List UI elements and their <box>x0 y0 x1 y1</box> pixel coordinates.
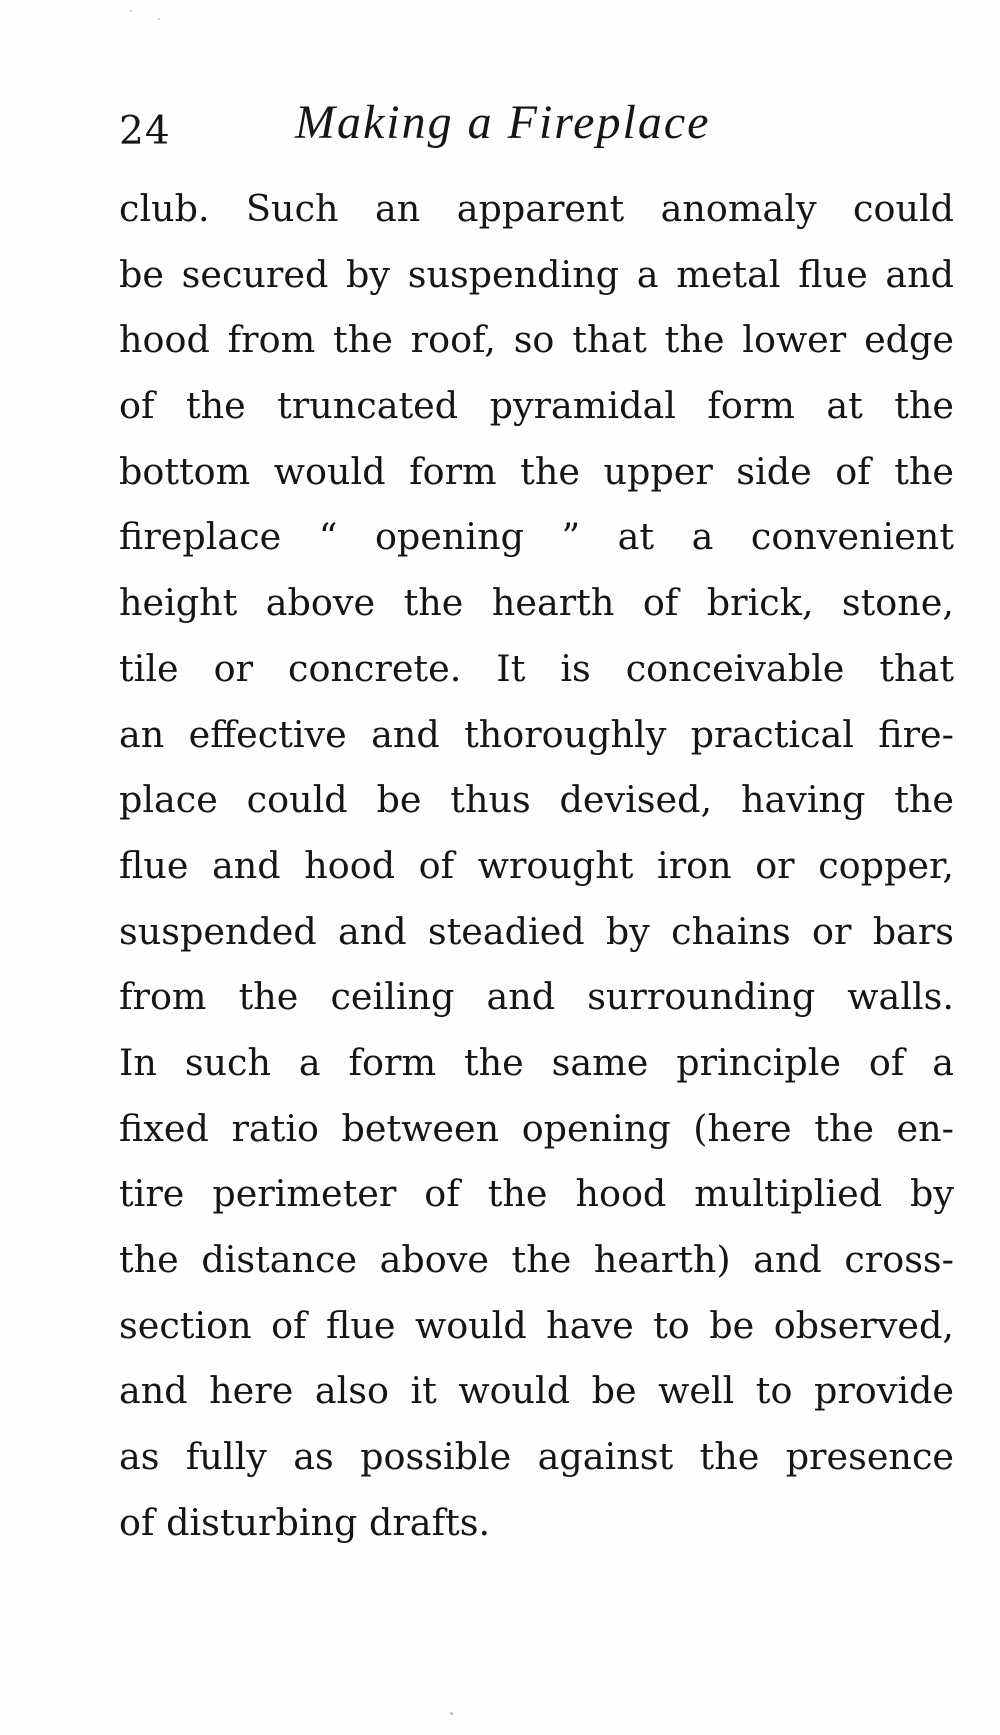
text-line: fireplace “ opening ” at a convenient <box>119 515 954 559</box>
text-line: section of flue would have to be observed, <box>119 1303 954 1347</box>
text-line: and here also it would be well to provide <box>119 1369 954 1413</box>
text-line: as fully as possible against the presence <box>119 1435 954 1479</box>
text-line: height above the hearth of brick, stone, <box>119 581 954 625</box>
text-line: place could be thus devised, having the <box>119 778 954 822</box>
text-line: from the ceiling and surrounding walls. <box>119 975 954 1019</box>
page-number: 24 <box>119 109 171 154</box>
paper-speck <box>450 1712 453 1715</box>
text-line: bottom would form the upper side of the <box>119 449 954 493</box>
text-line: suspended and steadied by chains or bars <box>119 909 954 953</box>
running-head <box>119 95 959 165</box>
running-title: Making a Fireplace <box>295 96 711 149</box>
text-line: In such a form the same principle of a <box>119 1040 954 1084</box>
paper-speck <box>130 10 132 12</box>
text-line: flue and hood of wrought iron or copper, <box>119 843 954 887</box>
text-line: the distance above the hearth) and cross- <box>119 1238 954 1281</box>
text-line: tile or concrete. It is conceivable that <box>119 646 954 690</box>
text-line: hood from the roof, so that the lower edge <box>119 318 954 362</box>
paper-speck <box>158 18 160 20</box>
text-line: tire perimeter of the hood multiplied by <box>119 1172 954 1216</box>
text-line: fixed ratio between opening (here the en- <box>119 1106 954 1150</box>
body-paragraph <box>119 176 954 1555</box>
text-line: be secured by suspending a metal flue and <box>119 252 954 296</box>
text-line: an effective and thoroughly practical fire- <box>119 712 954 756</box>
text-line: of disturbing drafts. <box>119 1500 491 1544</box>
text-line: of the truncated pyramidal form at the <box>119 384 954 428</box>
text-line: club. Such an apparent anomaly could <box>119 187 954 230</box>
